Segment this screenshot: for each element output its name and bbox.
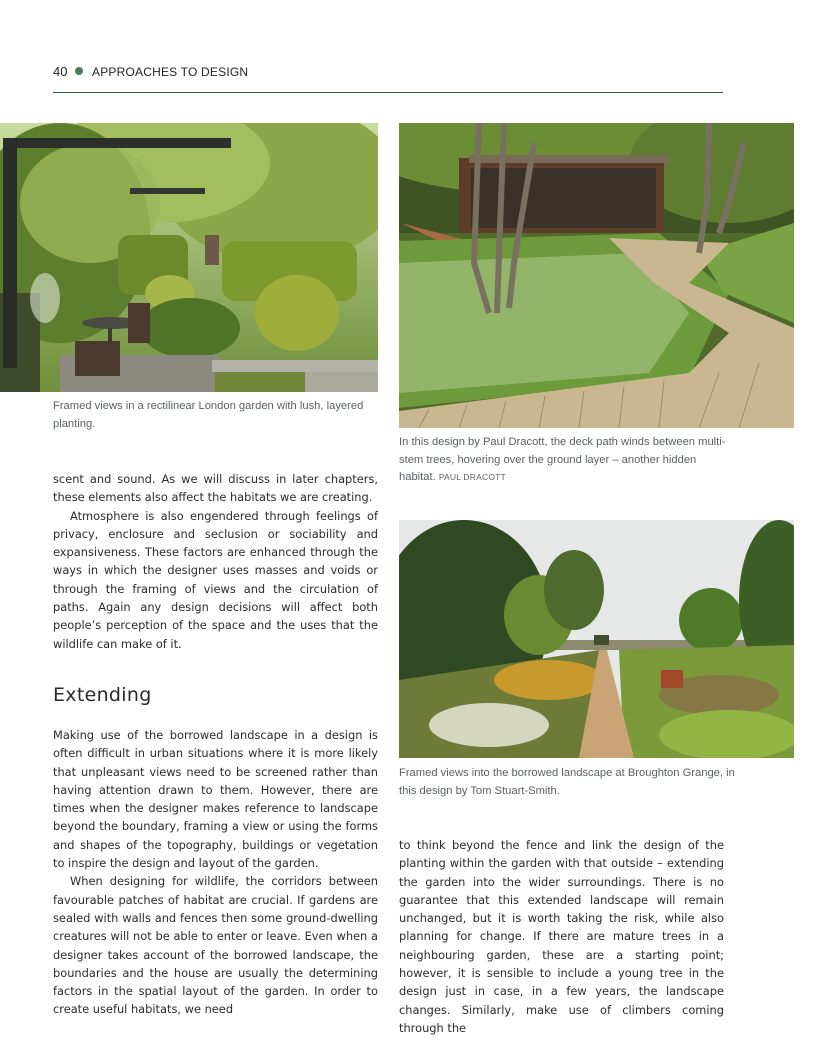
photo-caption <box>399 765 739 800</box>
photo-deck-path <box>399 123 794 428</box>
paragraph: scent and sound. As we will discuss in later chapters, these elements also affect the habitats we are creating. <box>53 472 378 505</box>
photo-london-garden <box>0 123 378 392</box>
photo-broughton-grange <box>399 520 794 758</box>
paragraph: to think beyond the fence and link the design of the planting within the garden with that outside – extending the garden into the wider surroundings. There is no guarantee that this extended landscape will remain unchanged, but it is worth taking the risk, while also planning for change. If there are mature trees in a neighbouring garden, these are a starting point; however, it is sensible to include a young tree in the design just in case, in a few years, the landscape changes. Similarly, make use of climbers coming through the <box>399 838 724 1035</box>
photo-credit: PAUL DRACOTT <box>438 472 506 482</box>
body-text-right-bottom <box>399 836 724 1037</box>
paragraph: When designing for wildlife, the corridors between favourable patches of habitat are crucial. If gardens are sealed with walls and fences then some ground-dwelling creatures will not be able to enter or leave. Even when a designer takes account of the borrowed landscape, the boundaries and the house are usually the determining factors in the spatial layout of the garden. In order to create useful habitats, we need <box>53 874 378 1017</box>
body-text-left-bottom <box>53 726 378 1019</box>
running-header <box>53 64 723 93</box>
caption-text: Framed views into the borrowed landscape at Broughton Grange, in this design by Tom Stuart-Smith. <box>399 767 735 797</box>
body-text-left-top <box>53 470 378 653</box>
section-heading: Extending <box>53 684 152 706</box>
caption-text: Framed views in a rectilinear London garden with lush, layered planting. <box>53 400 364 430</box>
caption-text: In this design by Paul Dracott, the deck path winds between multi-stem trees, hovering over the ground layer – another hidden habitat. <box>399 436 726 483</box>
photo-caption <box>399 434 729 487</box>
photo-caption <box>53 398 373 433</box>
section-title: APPROACHES TO DESIGN <box>92 65 249 79</box>
paragraph: Atmosphere is also engendered through feelings of privacy, enclosure and seclusion or sociability and expansiveness. These factors are enhanced through the ways in which the designer uses masses and voids or through the framing of views and the circulation of paths. Again any design decisions will affect both people’s perception of the space and the uses that the wildlife can make of it. <box>53 508 378 651</box>
paragraph: Making use of the borrowed landscape in a design is often difficult in urban situations where it is more likely that unpleasant views need to be screened rather than having attention drawn to them. However, there are times when the designer makes reference to landscape beyond the boundary, framing a view or using the forms and shapes of the topography, buildings or vegetation to inspire the design and layout of the garden. <box>53 728 378 871</box>
bullet-dot-icon <box>75 67 83 75</box>
page-number: 40 <box>53 64 68 79</box>
